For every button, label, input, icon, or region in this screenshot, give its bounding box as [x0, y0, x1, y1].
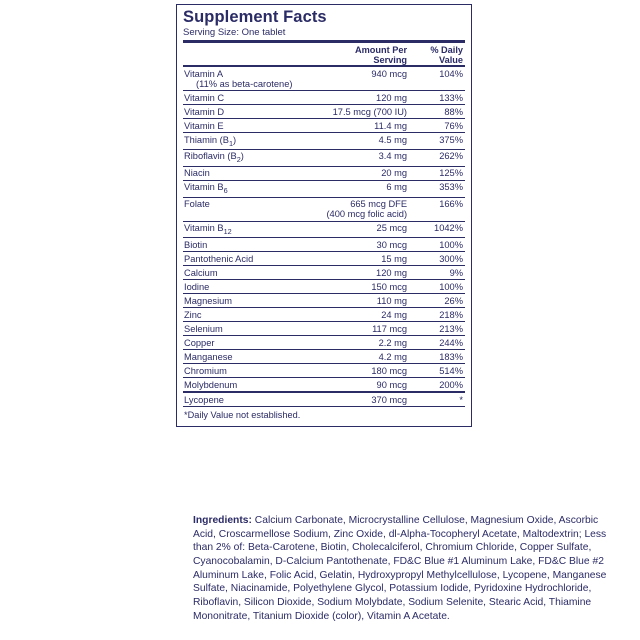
- nutrient-dv: *: [417, 393, 465, 407]
- nutrient-dv: 76%: [417, 119, 465, 133]
- nutrient-name: Pantothenic Acid: [183, 252, 316, 266]
- nutrient-name: Selenium: [183, 322, 316, 336]
- nutrient-name-text: Thiamin (B: [184, 134, 229, 145]
- table-row: [183, 336, 465, 350]
- ingredients-section: [193, 514, 613, 624]
- nutrient-dv: 300%: [417, 252, 465, 266]
- nutrient-name: Lycopene: [183, 393, 316, 407]
- table-row: [183, 133, 465, 150]
- nutrient-name: Molybdenum: [184, 379, 238, 390]
- nutrient-amount: 90 mcg: [376, 379, 408, 390]
- ingredients-text: Calcium Carbonate, Microcrystalline Cellulose, Magnesium Oxide, Ascorbic Acid, Croscarmellose Sodium, Zinc Oxide, dl-Alpha-Tocopheryl Acetate, Maltodextrin; Less than 2% of: Beta-Carotene, Biotin, Cholecalciferol, Chromium Chloride, Copper Sulfate, Cyanocobalamin, D-Calcium Pantothenate, FD&C Blue #1 Aluminum Lake, FD&C Blue #2 Aluminum Lake, Folic Acid, Gelatin, Hydroxypropyl Methylcellulose, Lycopene, Manganese Sulfate, Niacinamide, Polyethylene Glycol, Potassium Iodide, Pyridoxine Hydrochloride, Riboflavin, Silicon Dioxide, Sodium Molybdate, Sodium Selenite, Stearic Acid, Thiamine Mononitrate, Titanium Dioxide (color), Vitamin A Acetate.: [193, 515, 607, 622]
- serving-size: Serving Size: One tablet: [183, 27, 286, 39]
- table-row: [183, 280, 465, 294]
- nutrient-dv: 26%: [417, 294, 465, 308]
- nutrient-name: [183, 180, 316, 197]
- nutrient-name-subscript: 6: [223, 186, 228, 196]
- nutrient-dv: 125%: [417, 166, 465, 180]
- table-row: [183, 393, 465, 407]
- nutrient-amount: 120 mg: [316, 91, 418, 105]
- table-row: [183, 149, 465, 166]
- nutrient-name-note: (11% as beta-carotene): [196, 78, 293, 89]
- nutrient-amount: 180 mcg: [316, 364, 418, 378]
- table-row: [183, 308, 465, 322]
- header-amount-line1: Amount Per: [354, 44, 408, 55]
- nutrient-amount: 4.2 mg: [316, 350, 418, 364]
- nutrient-name-subscript: 2: [236, 155, 241, 165]
- nutrient-amount: 24 mg: [316, 308, 418, 322]
- nutrient-dv: 244%: [417, 336, 465, 350]
- nutrient-name-subscript: 12: [223, 226, 232, 236]
- nutrient-amount: 30 mcg: [316, 238, 418, 252]
- header-amount: [316, 43, 418, 65]
- nutrient-name: Iodine: [183, 280, 316, 294]
- header-amount-line2: Serving: [373, 54, 408, 65]
- header-blank: [183, 43, 316, 65]
- header-dv-line2: Value: [438, 54, 463, 65]
- nutrient-dv: 353%: [417, 180, 465, 197]
- nutrient-name: [183, 67, 316, 91]
- nutrient-dv: 166%: [417, 197, 465, 221]
- nutrient-name: [183, 149, 316, 166]
- table-row: [183, 221, 465, 238]
- nutrient-dv: 213%: [417, 322, 465, 336]
- nutrient-amount-note: (400 mcg folic acid): [326, 209, 408, 220]
- nutrient-name: Biotin: [183, 238, 316, 252]
- nutrient-name-text: Vitamin B: [184, 182, 224, 193]
- table-row: [183, 294, 465, 308]
- table-row: [183, 91, 465, 105]
- nutrient-name: Folate: [183, 197, 316, 221]
- nutrient-amount: 940 mcg: [316, 67, 418, 91]
- panel-title: Supplement Facts: [183, 8, 327, 26]
- nutrient-name-tail: ): [233, 134, 237, 145]
- nutrient-amount: 370 mcg: [316, 393, 418, 407]
- nutrient-amount: 117 mcg: [316, 322, 418, 336]
- nutrient-dv: 104%: [417, 67, 465, 91]
- nutrient-name: Manganese: [183, 350, 316, 364]
- table-row: [183, 119, 465, 133]
- nutrient-dv: 514%: [417, 364, 465, 378]
- nutrient-name: Vitamin D: [183, 105, 316, 119]
- nutrient-name-text: Vitamin A: [184, 68, 224, 79]
- header-daily-value: [417, 43, 465, 65]
- nutrient-dv: 375%: [417, 133, 465, 150]
- nutrient-name: Chromium: [183, 364, 316, 378]
- table-row: [183, 266, 465, 280]
- nutrient-dv: 88%: [417, 105, 465, 119]
- table-row: [183, 378, 465, 392]
- nutrient-amount: [316, 197, 418, 221]
- supplement-facts-panel: [176, 4, 472, 427]
- table-row: [183, 67, 465, 91]
- nutrient-amount-text: 665 mcg DFE: [350, 199, 408, 210]
- nutrient-dv: 100%: [417, 238, 465, 252]
- header-dv-line1: % Daily: [430, 44, 463, 55]
- table-row: [183, 180, 465, 197]
- nutrient-name: Magnesium: [183, 294, 316, 308]
- nutrient-amount: 110 mg: [316, 294, 418, 308]
- nutrient-amount: 15 mg: [316, 252, 418, 266]
- table-row: [183, 350, 465, 364]
- nutrient-name: [183, 221, 316, 238]
- nutrient-name: Niacin: [183, 166, 316, 180]
- nutrient-dv: 100%: [417, 280, 465, 294]
- nutrient-amount: 17.5 mcg (700 IU): [316, 105, 418, 119]
- nutrient-name-tail: ): [240, 151, 244, 162]
- nutrient-dv: 9%: [417, 266, 465, 280]
- nutrient-table: [183, 43, 465, 407]
- table-row: [183, 197, 465, 221]
- nutrient-amount: 4.5 mg: [316, 133, 418, 150]
- nutrient-name: Copper: [183, 336, 316, 350]
- nutrient-name: [183, 133, 316, 150]
- nutrient-amount: 6 mg: [316, 180, 418, 197]
- nutrient-amount: 150 mcg: [316, 280, 418, 294]
- nutrient-name-text: Vitamin B: [184, 223, 224, 234]
- nutrient-name: Calcium: [183, 266, 316, 280]
- table-row: [183, 166, 465, 180]
- nutrient-amount: 20 mg: [316, 166, 418, 180]
- table-row: [183, 238, 465, 252]
- nutrient-dv: 262%: [417, 149, 465, 166]
- nutrient-name: Vitamin E: [183, 119, 316, 133]
- nutrient-name-subscript: 1: [228, 138, 234, 148]
- nutrient-dv: 218%: [417, 308, 465, 322]
- table-row: [183, 252, 465, 266]
- daily-value-footnote: *Daily Value not established.: [184, 410, 301, 421]
- table-row: [183, 105, 465, 119]
- ingredients-label: Ingredients:: [193, 515, 252, 526]
- nutrient-amount: 3.4 mg: [316, 149, 418, 166]
- nutrient-name: Zinc: [183, 308, 316, 322]
- table-header-row: [183, 43, 465, 65]
- table-row: [183, 322, 465, 336]
- nutrient-dv: 133%: [417, 91, 465, 105]
- nutrient-amount: 11.4 mg: [316, 119, 418, 133]
- nutrient-dv: 200%: [439, 379, 463, 390]
- table-row: [183, 364, 465, 378]
- nutrient-amount: 120 mg: [316, 266, 418, 280]
- nutrient-name: Vitamin C: [183, 91, 316, 105]
- nutrient-name-text: Riboflavin (B: [184, 151, 237, 162]
- nutrient-dv: 183%: [417, 350, 465, 364]
- nutrient-amount: 25 mcg: [316, 221, 418, 238]
- nutrient-dv: 1042%: [417, 221, 465, 238]
- nutrient-amount: 2.2 mg: [316, 336, 418, 350]
